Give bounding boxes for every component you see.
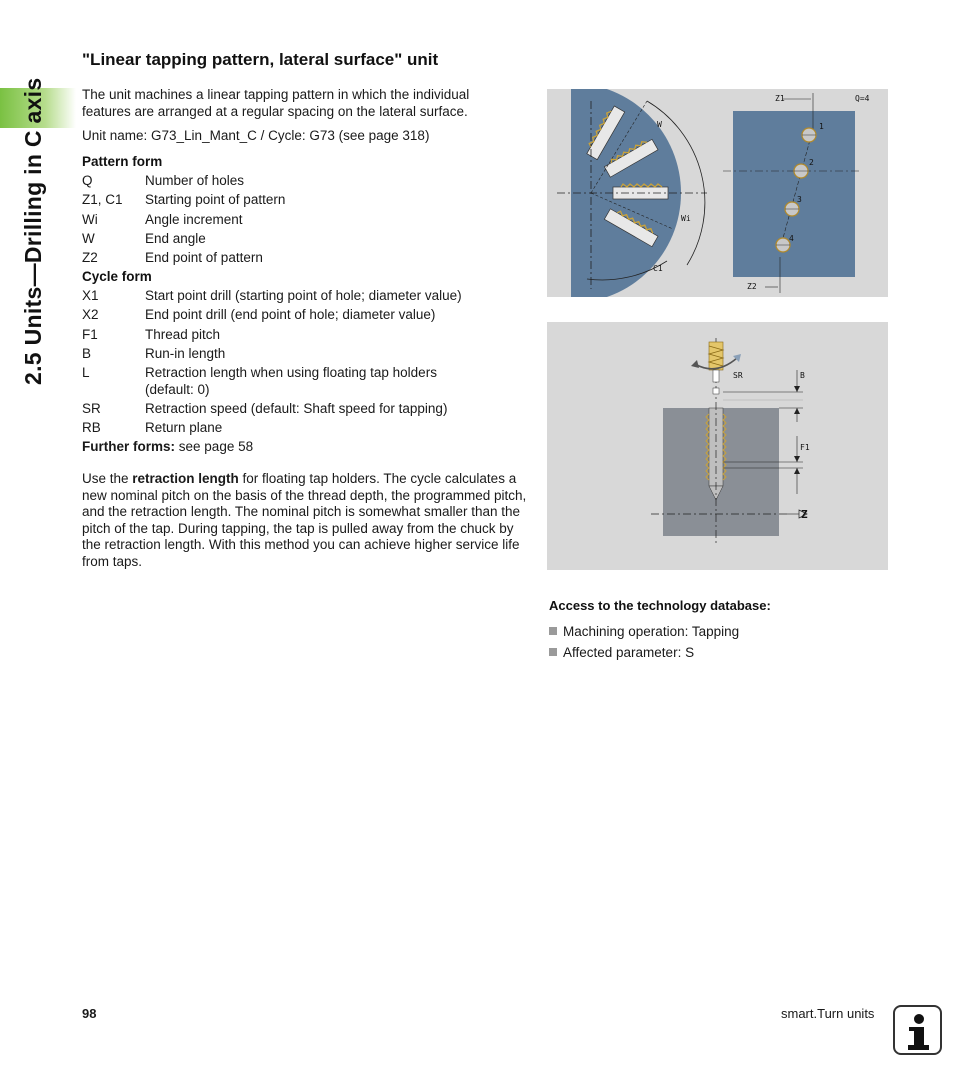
label-f1: F1 — [800, 443, 810, 452]
param-key: B — [82, 345, 92, 361]
cycle-form-list — [82, 288, 522, 440]
param-desc: Return plane — [145, 420, 223, 436]
param-key: Wi — [82, 211, 98, 227]
lateral-surface-development — [733, 111, 855, 277]
label-z1: Z1 — [775, 94, 785, 103]
page-number: 98 — [82, 1006, 97, 1021]
figure-pattern — [547, 89, 888, 297]
param-desc: Thread pitch — [145, 326, 221, 342]
param-key: Q — [82, 173, 93, 188]
param-row — [82, 420, 522, 437]
param-desc: Start point drill (starting point of hole; diameter value) — [145, 288, 462, 303]
param-desc: Retraction length when using floating tap holders (default: 0) — [145, 365, 437, 397]
pattern-form-title: Pattern form — [82, 154, 163, 169]
retraction-text-start: Use the — [82, 471, 133, 486]
label-wi: Wi — [681, 214, 691, 223]
label-b: B — [800, 371, 805, 380]
param-desc: End angle — [145, 230, 206, 246]
param-row — [82, 192, 522, 209]
label-hole-1: 1 — [819, 122, 824, 131]
retraction-text-end: for floating tap holders. The cycle calculates a new nominal pitch on the basis of the thread depth, the programmed pitch, and the retraction length. The nominal pitch is somewhat smaller than the pitch of the tap. During tapping, the tap is pulled away from the chuck by the retraction length. With this method you can achieve higher service life from taps. — [82, 471, 527, 569]
list-item — [549, 644, 739, 660]
param-key: RB — [82, 420, 101, 436]
page-heading: "Linear tapping pattern, lateral surface" unit — [82, 50, 439, 69]
param-key: F1 — [82, 326, 98, 342]
param-row — [82, 346, 522, 363]
param-desc: End point of pattern — [145, 250, 263, 266]
unit-name: Unit name: G73_Lin_Mant_C / Cycle: G73 (see page 318) — [82, 128, 430, 143]
param-desc: Number of holes — [145, 173, 245, 188]
further-forms — [82, 439, 253, 456]
bullet-square-icon — [549, 627, 557, 635]
param-row — [82, 212, 522, 229]
info-icon[interactable] — [893, 1005, 942, 1055]
figure-tapping-cycle — [547, 322, 888, 570]
param-desc: Angle increment — [145, 211, 243, 227]
bullet-square-icon — [549, 648, 557, 656]
list-item-text: Machining operation: Tapping — [563, 623, 740, 639]
param-row — [82, 327, 522, 344]
param-row — [82, 401, 522, 418]
param-key: X2 — [82, 307, 99, 323]
retraction-bold: retraction length — [132, 471, 239, 486]
param-row — [82, 231, 522, 248]
further-forms-link[interactable]: see page 58 — [178, 439, 254, 454]
param-row — [82, 365, 522, 398]
param-row — [82, 288, 522, 305]
param-row — [82, 250, 522, 267]
access-title: Access to the technology database: — [549, 598, 771, 613]
label-w: W — [657, 120, 662, 129]
access-list — [549, 623, 739, 665]
label-z2: Z2 — [747, 282, 757, 291]
label-hole-4: 4 — [789, 234, 794, 243]
section-title-text: 2.5 Units—Drilling in C axis — [20, 77, 46, 385]
label-hole-3: 3 — [797, 195, 802, 204]
label-c1: C1 — [653, 264, 663, 273]
label-sr: SR — [733, 371, 743, 380]
cycle-form-title: Cycle form — [82, 269, 152, 284]
footer-text: smart.Turn units — [781, 1006, 875, 1021]
param-desc: End point drill (end point of hole; diameter value) — [145, 307, 436, 323]
list-item — [549, 623, 739, 639]
label-z: Z — [801, 508, 808, 521]
param-key: X1 — [82, 288, 99, 303]
label-q: Q=4 — [855, 94, 870, 103]
list-item-text: Affected parameter: S — [563, 644, 695, 660]
param-key: Z1, C1 — [82, 192, 123, 208]
param-desc: Retraction speed (default: Shaft speed for tapping) — [145, 400, 448, 416]
param-key: Z2 — [82, 250, 98, 266]
label-hole-2: 2 — [809, 158, 814, 167]
param-key: W — [82, 230, 95, 246]
further-forms-label: Further forms: — [82, 439, 176, 454]
param-desc: Run-in length — [145, 345, 226, 361]
param-row — [82, 173, 522, 190]
param-key: SR — [82, 400, 101, 416]
retraction-paragraph — [82, 471, 527, 570]
pattern-form-list — [82, 173, 522, 269]
param-row — [82, 307, 522, 324]
param-key: L — [82, 365, 90, 381]
tapping-diagram — [547, 322, 888, 570]
param-desc: Starting point of pattern — [145, 192, 286, 208]
pattern-diagram — [547, 89, 888, 297]
intro-paragraph: The unit machines a linear tapping pattern in which the individual features are arranged at a regular spacing on the lateral surface. — [82, 87, 470, 119]
